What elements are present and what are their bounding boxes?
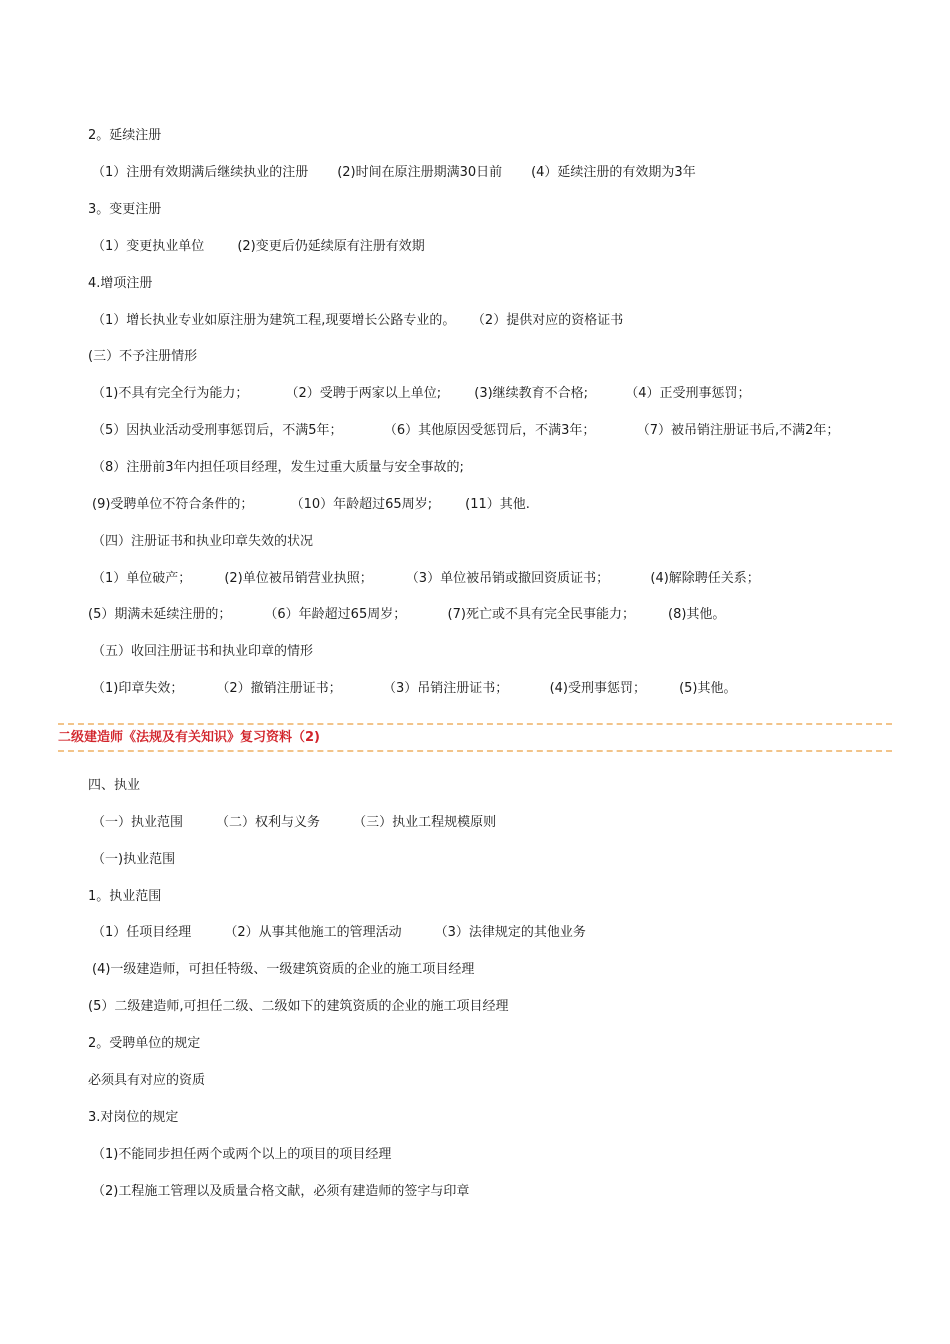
heading-divider-top bbox=[58, 723, 892, 725]
refusal-items-1: （1)不具有完全行为能力； （2）受聘于两家以上单位; (3)继续教育不合格; （4）正受刑事惩罚； bbox=[92, 386, 751, 401]
item-title-position: 3.对岗位的规定 bbox=[88, 1110, 179, 1125]
invalid-items-1: （1）单位破产； (2)单位被吊销营业执照； （3）单位被吊销或撤回资质证书； (4)解除聘任关系； bbox=[92, 571, 760, 586]
item-title-employer: 2。受聘单位的规定 bbox=[88, 1036, 201, 1051]
addition-items: （1）增长执业专业如原注册为建筑工程,现要增长公路专业的。 （2）提供对应的资格证书 bbox=[92, 313, 624, 328]
chapter-title-practice: 四、执业 bbox=[88, 778, 141, 793]
item-title-scope: 1。执业范围 bbox=[88, 889, 162, 904]
position-rule-2: （2)工程施工管理以及质量合格文献，必须有建造师的签字与印章 bbox=[92, 1184, 470, 1199]
heading-divider-bottom bbox=[58, 750, 892, 752]
practice-outline: （一）执业范围 （二）权利与义务 （三）执业工程规模原则 bbox=[92, 815, 497, 830]
section-title-invalid: （四）注册证书和执业印章失效的状况 bbox=[92, 534, 314, 549]
refusal-items-3: （8）注册前3年内担任项目经理，发生过重大质量与安全事故的; bbox=[92, 460, 464, 475]
section-title-revoke: （五）收回注册证书和执业印章的情形 bbox=[92, 644, 314, 659]
section-title-addition: 4.增项注册 bbox=[88, 276, 153, 291]
change-items: （1）变更执业单位 (2)变更后仍延续原有注册有效期 bbox=[92, 239, 425, 254]
section-title-renewal: 2。延续注册 bbox=[88, 128, 162, 143]
subsection-scope: （一)执业范围 bbox=[92, 852, 176, 867]
scope-second-level: (5）二级建造师,可担任二级、二级如下的建筑资质的企业的施工项目经理 bbox=[88, 999, 509, 1014]
scope-first-level: (4)一级建造师，可担任特级、一级建筑资质的企业的施工项目经理 bbox=[92, 962, 475, 977]
section-title-change: 3。变更注册 bbox=[88, 202, 162, 217]
position-rule-1: （1)不能同步担任两个或两个以上的项目的项目经理 bbox=[92, 1147, 392, 1162]
scope-items: （1）任项目经理 （2）从事其他施工的管理活动 （3）法律规定的其他业务 bbox=[92, 925, 586, 940]
refusal-items-2: （5）因执业活动受刑事惩罚后，不满5年； （6）其他原因受惩罚后，不满3年； （7）被吊销注册证书后,不满2年； bbox=[92, 423, 840, 438]
refusal-items-4: (9)受聘单位不符合条件的； （10）年龄超过65周岁; (11）其他. bbox=[92, 497, 530, 512]
employer-requirement: 必须具有对应的资质 bbox=[88, 1073, 206, 1088]
section-title-refusal: (三）不予注册情形 bbox=[88, 349, 198, 364]
renewal-items: （1）注册有效期满后继续执业的注册 (2)时间在原注册期满30日前 (4）延续注册的有效期为3年 bbox=[92, 165, 696, 180]
revoke-items: （1)印章失效； （2）撤销注册证书； （3）吊销注册证书； (4)受刑事惩罚； (5)其他。 bbox=[92, 681, 737, 696]
invalid-items-2: (5）期满未延续注册的； （6）年龄超过65周岁； (7)死亡或不具有完全民事能力； (8)其他。 bbox=[88, 607, 726, 622]
section-heading: 二级建造师《法规及有关知识》复习资料（2) bbox=[58, 730, 320, 745]
